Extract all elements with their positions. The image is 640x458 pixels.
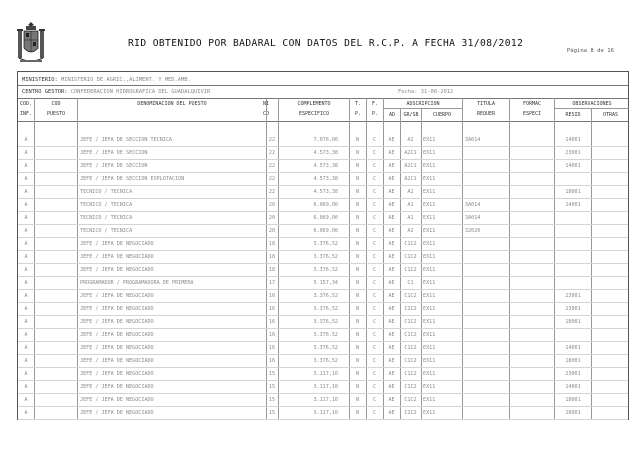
ministerio-label: MINISTERIO: <box>22 77 58 83</box>
cell-den: PROGRAMADOR / PROGRAMADORA DE PRIMERA <box>80 280 194 286</box>
cell-cd: 22 <box>268 163 276 169</box>
cell-esp: 3.376,52 <box>313 241 338 247</box>
row-separator <box>18 354 628 355</box>
cell-inf: A <box>24 358 28 364</box>
cell-titula: 32020 <box>465 228 481 234</box>
cell-ad: AE <box>388 189 395 195</box>
col-ad: AD <box>388 112 396 118</box>
cell-fp: C <box>372 163 377 169</box>
cell-tp: N <box>355 202 360 208</box>
cell-esp: 3.376,52 <box>313 358 338 364</box>
cell-fp: C <box>372 410 377 416</box>
row-separator <box>18 237 628 238</box>
cell-gr: C1C2 <box>404 306 417 312</box>
cell-gr: C1C2 <box>404 254 417 260</box>
cell-resid: 18001 <box>565 358 581 364</box>
cell-fp: C <box>372 345 377 351</box>
cell-den: JEFE / JEFA DE SECCION TECNICA <box>80 137 173 143</box>
cell-fp: C <box>372 254 377 260</box>
row-separator <box>18 380 628 381</box>
cell-gr: C1 <box>407 280 414 286</box>
cell-gr: A2C1 <box>404 163 417 169</box>
cell-resid: 14001 <box>565 202 581 208</box>
cell-fp: C <box>372 241 377 247</box>
cell-gr: A1 <box>407 202 414 208</box>
cell-esp: 3.117,10 <box>313 384 338 390</box>
cell-cd: 22 <box>268 189 276 195</box>
cell-cd: 22 <box>268 150 276 156</box>
cell-gr: C1C2 <box>404 267 417 273</box>
cell-den: JEFE / JEFA DE NEGOCIADO <box>80 371 154 377</box>
cell-fp: C <box>372 280 377 286</box>
cell-cd: 16 <box>268 332 276 338</box>
cell-titula: 3A014 <box>465 215 481 221</box>
cell-gr: C1C2 <box>404 293 417 299</box>
cell-resid: 23001 <box>565 371 581 377</box>
cell-esp: 6.069,00 <box>313 215 338 221</box>
col-cod-inf: COD. INF. <box>19 101 33 117</box>
cell-den: JEFE / JEFA DE NEGOCIADO <box>80 397 154 403</box>
row-separator <box>18 211 628 212</box>
cell-gr: C1C2 <box>404 345 417 351</box>
cell-tp: N <box>355 319 360 325</box>
cell-tp: N <box>355 163 360 169</box>
cell-gr: C1C2 <box>404 358 417 364</box>
cell-esp: 3.376,52 <box>313 345 338 351</box>
cell-fp: C <box>372 176 377 182</box>
col-formac: FORMAC ESPECI <box>522 101 542 117</box>
row-separator <box>18 315 628 316</box>
cell-tp: N <box>355 358 360 364</box>
cell-cd: 15 <box>268 410 276 416</box>
cell-esp: 3.376,52 <box>313 306 338 312</box>
cell-tp: N <box>355 384 360 390</box>
cell-ad: AE <box>388 397 395 403</box>
cell-ad: AE <box>388 306 395 312</box>
cell-cuerpo: EX11 <box>423 189 436 195</box>
cell-titula: 3A014 <box>465 202 481 208</box>
cell-ad: AE <box>388 267 395 273</box>
cell-den: JEFE / JEFA DE SECCION <box>80 163 148 169</box>
fecha-value: 31-08-2012 <box>420 89 454 95</box>
cell-tp: N <box>355 293 360 299</box>
cell-inf: A <box>24 410 28 416</box>
cell-ad: AE <box>388 215 395 221</box>
cell-resid: 18001 <box>565 189 581 195</box>
cell-fp: C <box>372 319 377 325</box>
cell-esp: 4.573,38 <box>313 176 338 182</box>
cell-den: TECNICO / TECNICA <box>80 189 133 195</box>
cell-fp: C <box>372 306 377 312</box>
cell-fp: C <box>372 384 377 390</box>
cell-inf: A <box>24 150 28 156</box>
cell-resid: 14001 <box>565 163 581 169</box>
cell-resid: 18001 <box>565 410 581 416</box>
cell-cd: 15 <box>268 384 276 390</box>
cell-esp: 3.376,52 <box>313 319 338 325</box>
row-separator <box>18 198 628 199</box>
row-separator <box>18 159 628 160</box>
row-separator <box>18 393 628 394</box>
cell-cuerpo: EX11 <box>423 202 436 208</box>
coat-of-arms-icon <box>16 22 46 66</box>
row-separator <box>18 146 628 147</box>
cell-resid: 14001 <box>565 384 581 390</box>
cell-cd: 18 <box>268 267 276 273</box>
centro-line <box>22 89 210 95</box>
cell-resid: 23001 <box>565 150 581 156</box>
cell-gr: C1C2 <box>404 397 417 403</box>
cell-tp: N <box>355 332 360 338</box>
col-nivel: NI CD <box>262 101 270 117</box>
cell-ad: AE <box>388 332 395 338</box>
col-adscripcion: ADSCRIPCION <box>406 101 440 107</box>
cell-esp: 6.069,00 <box>313 202 338 208</box>
cell-inf: A <box>24 202 28 208</box>
cell-den: JEFE / JEFA DE NEGOCIADO <box>80 358 154 364</box>
cell-ad: AE <box>388 345 395 351</box>
cell-cuerpo: EX11 <box>423 280 436 286</box>
cell-resid: 18001 <box>565 319 581 325</box>
cell-fp: C <box>372 332 377 338</box>
cell-inf: A <box>24 332 28 338</box>
cell-cuerpo: EX11 <box>423 293 436 299</box>
cell-cd: 17 <box>268 280 276 286</box>
cell-tp: N <box>355 397 360 403</box>
cell-inf: A <box>24 215 28 221</box>
col-denominacion: DENOMINACION DEL PUESTO <box>137 101 207 107</box>
cell-esp: 3.376,52 <box>313 267 338 273</box>
cell-inf: A <box>24 176 28 182</box>
cell-fp: C <box>372 215 377 221</box>
cell-cd: 16 <box>268 319 276 325</box>
cell-fp: C <box>372 202 377 208</box>
cell-inf: A <box>24 189 28 195</box>
cell-den: JEFE / JEFA DE NEGOCIADO <box>80 267 154 273</box>
cell-inf: A <box>24 137 28 143</box>
cell-inf: A <box>24 228 28 234</box>
cell-esp: 3.376,52 <box>313 293 338 299</box>
cell-resid: 14001 <box>565 137 581 143</box>
ministerio-value: MINISTERIO DE AGRIC.,ALIMENT. Y MED.AMB. <box>60 77 191 83</box>
col-otras: OTRAS <box>602 112 619 118</box>
cell-cd: 18 <box>268 241 276 247</box>
cell-ad: AE <box>388 150 395 156</box>
col-cuerpo: CUERPO <box>432 112 452 118</box>
cell-cuerpo: EX11 <box>423 228 436 234</box>
cell-cuerpo: EX11 <box>423 306 436 312</box>
cell-den: JEFE / JEFA DE NEGOCIADO <box>80 306 154 312</box>
cell-inf: A <box>24 319 28 325</box>
row-separator <box>18 185 628 186</box>
cell-cuerpo: EX11 <box>423 176 436 182</box>
cell-gr: C1C2 <box>404 384 417 390</box>
fecha-label: Fecha: <box>398 89 418 95</box>
centro-value: CONFEDERACION HIDROGRAFICA DEL GUADALQUIVIR <box>70 89 211 95</box>
cell-fp: C <box>372 293 377 299</box>
cell-esp: 4.573,38 <box>313 163 338 169</box>
cell-tp: N <box>355 241 360 247</box>
cell-cuerpo: EX11 <box>423 241 436 247</box>
cell-ad: AE <box>388 371 395 377</box>
cell-tp: N <box>355 267 360 273</box>
col-cod-puesto: COD PUESTO <box>46 101 66 117</box>
cell-tp: N <box>355 280 360 286</box>
row-separator <box>18 172 628 173</box>
cell-esp: 3.117,10 <box>313 371 338 377</box>
cell-resid: 18001 <box>565 397 581 403</box>
cell-ad: AE <box>388 410 395 416</box>
cell-fp: C <box>372 228 377 234</box>
col-observaciones: OBSERVACIONES <box>572 101 612 107</box>
cell-cuerpo: EX11 <box>423 267 436 273</box>
cell-cd: 16 <box>268 293 276 299</box>
cell-den: JEFE / JEFA DE SECCION <box>80 150 148 156</box>
cell-inf: A <box>24 254 28 260</box>
cell-cuerpo: EX11 <box>423 150 436 156</box>
cell-den: TECNICO / TECNICA <box>80 228 133 234</box>
col-resid: RESID <box>565 112 581 118</box>
cell-ad: AE <box>388 137 395 143</box>
cell-ad: AE <box>388 384 395 390</box>
cell-tp: N <box>355 150 360 156</box>
cell-gr: A2 <box>407 228 414 234</box>
cell-ad: AE <box>388 228 395 234</box>
cell-cd: 15 <box>268 397 276 403</box>
cell-cd: 15 <box>268 371 276 377</box>
cell-den: JEFE / JEFA DE NEGOCIADO <box>80 319 154 325</box>
row-separator <box>18 276 628 277</box>
cell-inf: A <box>24 371 28 377</box>
cell-gr: A2 <box>407 137 414 143</box>
cell-fp: C <box>372 397 377 403</box>
cell-cuerpo: EX11 <box>423 254 436 260</box>
cell-inf: A <box>24 280 28 286</box>
cell-cuerpo: EX11 <box>423 397 436 403</box>
cell-cuerpo: EX11 <box>423 410 436 416</box>
col-tp: T. P. <box>354 101 362 117</box>
cell-inf: A <box>24 293 28 299</box>
cell-cd: 22 <box>268 176 276 182</box>
cell-tp: N <box>355 371 360 377</box>
row-separator <box>18 341 628 342</box>
row-separator <box>18 406 628 407</box>
cell-tp: N <box>355 137 360 143</box>
cell-gr: A2C1 <box>404 150 417 156</box>
cell-cuerpo: EX11 <box>423 332 436 338</box>
row-separator <box>18 419 628 420</box>
cell-fp: C <box>372 137 377 143</box>
cell-esp: 6.069,00 <box>313 228 338 234</box>
cell-esp: 3.376,52 <box>313 332 338 338</box>
row-separator <box>18 289 628 290</box>
cell-tp: N <box>355 410 360 416</box>
cell-ad: AE <box>388 176 395 182</box>
cell-tp: N <box>355 306 360 312</box>
cell-esp: 4.573,38 <box>313 189 338 195</box>
cell-cd: 22 <box>268 137 276 143</box>
cell-gr: A2C1 <box>404 176 417 182</box>
cell-inf: A <box>24 306 28 312</box>
row-separator <box>18 263 628 264</box>
cell-cd: 16 <box>268 358 276 364</box>
cell-ad: AE <box>388 254 395 260</box>
cell-fp: C <box>372 150 377 156</box>
cell-den: JEFE / JEFA DE NEGOCIADO <box>80 293 154 299</box>
cell-esp: 3.376,52 <box>313 254 338 260</box>
cell-inf: A <box>24 163 28 169</box>
cell-tp: N <box>355 345 360 351</box>
cell-cuerpo: EX11 <box>423 163 436 169</box>
cell-den: JEFE / JEFA DE NEGOCIADO <box>80 254 154 260</box>
cell-gr: A2 <box>407 189 414 195</box>
cell-gr: C1C2 <box>404 241 417 247</box>
cell-den: JEFE / JEFA DE SECCION EXPLOTACION <box>80 176 185 182</box>
cell-inf: A <box>24 397 28 403</box>
col-grsb: GR/SB <box>403 112 419 118</box>
ministerio-line <box>22 77 191 83</box>
cell-tp: N <box>355 176 360 182</box>
cell-esp: 5.157,34 <box>313 280 338 286</box>
cell-den: JEFE / JEFA DE NEGOCIADO <box>80 332 154 338</box>
cell-resid: 23001 <box>565 306 581 312</box>
cell-fp: C <box>372 267 377 273</box>
cell-gr: C1C2 <box>404 371 417 377</box>
cell-ad: AE <box>388 241 395 247</box>
cell-fp: C <box>372 189 377 195</box>
cell-den: TECNICO / TECNICA <box>80 215 133 221</box>
cell-esp: 7.076,00 <box>313 137 338 143</box>
cell-ad: AE <box>388 163 395 169</box>
cell-inf: A <box>24 345 28 351</box>
row-separator <box>18 328 628 329</box>
report-table <box>17 71 629 420</box>
cell-tp: N <box>355 215 360 221</box>
cell-cuerpo: EX11 <box>423 358 436 364</box>
cell-inf: A <box>24 384 28 390</box>
cell-cd: 20 <box>268 202 276 208</box>
cell-cd: 20 <box>268 215 276 221</box>
cell-fp: C <box>372 358 377 364</box>
cell-ad: AE <box>388 358 395 364</box>
cell-cuerpo: EX11 <box>423 371 436 377</box>
row-separator <box>18 302 628 303</box>
cell-cuerpo: EX11 <box>423 345 436 351</box>
cell-gr: C1C2 <box>404 410 417 416</box>
cell-den: JEFE / JEFA DE NEGOCIADO <box>80 384 154 390</box>
cell-cd: 16 <box>268 306 276 312</box>
cell-ad: AE <box>388 280 395 286</box>
cell-fp: C <box>372 371 377 377</box>
cell-ad: AE <box>388 293 395 299</box>
row-separator <box>18 224 628 225</box>
report-title: RID OBTENIDO POR BADARAL CON DATOS DEL R.C.P. A FECHA 31/08/2012 <box>128 38 524 49</box>
cell-den: JEFE / JEFA DE NEGOCIADO <box>80 241 154 247</box>
cell-den: JEFE / JEFA DE NEGOCIADO <box>80 345 154 351</box>
col-complemento: COMPLEMENTO ESPECIFICO <box>297 101 331 117</box>
row-separator <box>18 367 628 368</box>
row-separator <box>18 250 628 251</box>
cell-den: TECNICO / TECNICA <box>80 202 133 208</box>
cell-tp: N <box>355 254 360 260</box>
cell-cuerpo: EX11 <box>423 215 436 221</box>
col-fp: F. P. <box>371 101 379 117</box>
cell-cd: 20 <box>268 228 276 234</box>
cell-cuerpo: EX11 <box>423 384 436 390</box>
cell-tp: N <box>355 189 360 195</box>
cell-resid: 14001 <box>565 345 581 351</box>
cell-gr: C1C2 <box>404 319 417 325</box>
cell-tp: N <box>355 228 360 234</box>
cell-esp: 3.117,10 <box>313 397 338 403</box>
cell-cd: 16 <box>268 345 276 351</box>
cell-cd: 18 <box>268 254 276 260</box>
fecha-line <box>398 89 453 95</box>
cell-resid: 23001 <box>565 293 581 299</box>
cell-ad: AE <box>388 319 395 325</box>
cell-den: JEFE / JEFA DE NEGOCIADO <box>80 410 154 416</box>
centro-label: CENTRO GESTOR: <box>22 89 68 95</box>
cell-gr: A1 <box>407 215 414 221</box>
cell-esp: 4.573,38 <box>313 150 338 156</box>
cell-ad: AE <box>388 202 395 208</box>
cell-cuerpo: EX11 <box>423 319 436 325</box>
cell-cuerpo: EX11 <box>423 137 436 143</box>
col-titula: TITULA REQUER <box>476 101 496 117</box>
cell-titula: 3A014 <box>465 137 481 143</box>
page-number: Página 8 de 16 <box>566 48 614 54</box>
cell-gr: C1C2 <box>404 332 417 338</box>
cell-inf: A <box>24 241 28 247</box>
cell-esp: 3.117,10 <box>313 410 338 416</box>
cell-inf: A <box>24 267 28 273</box>
